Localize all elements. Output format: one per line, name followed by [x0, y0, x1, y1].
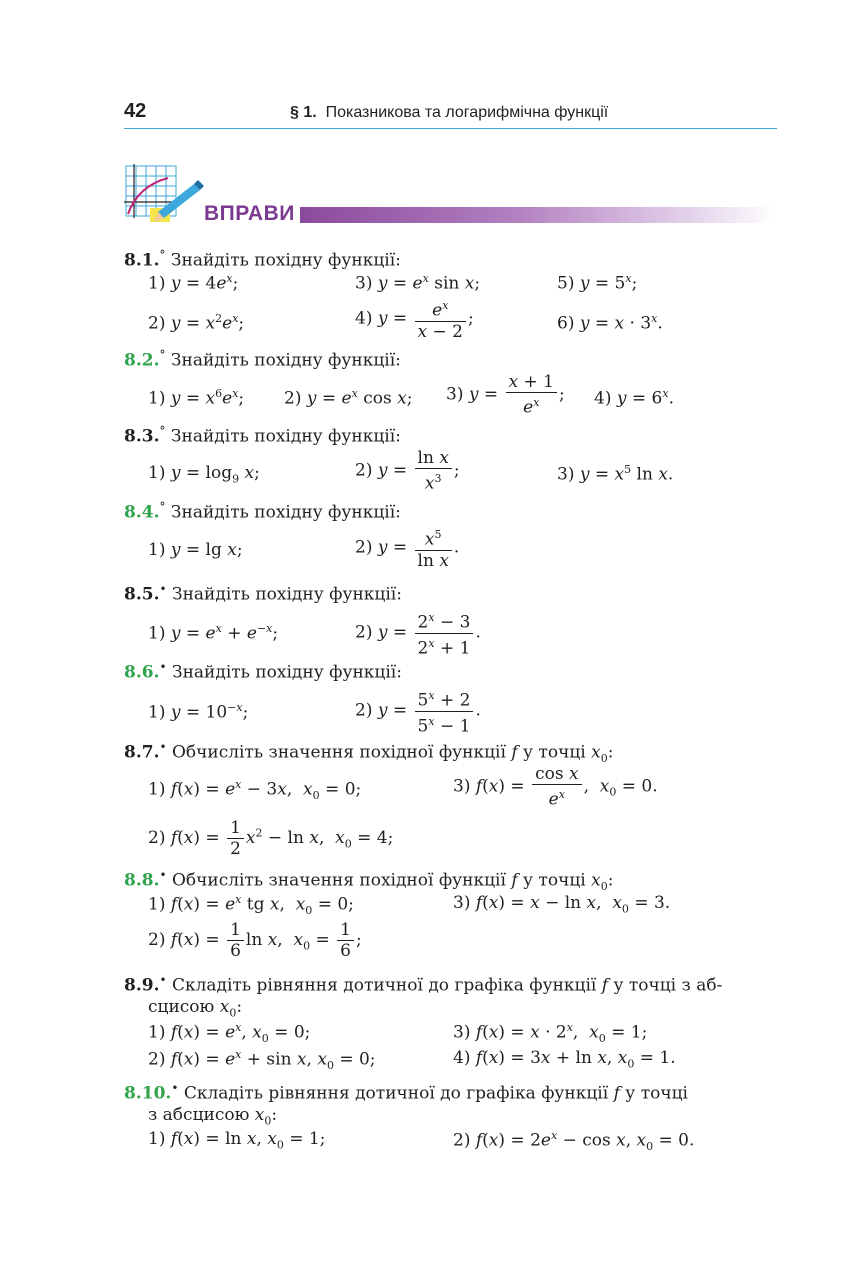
section-mark: § 1. — [290, 104, 317, 121]
item: 4) y = $\frac{e^x}{x - 2}$ ; — [355, 296, 474, 342]
item: 2) f(x) = $\frac{1}{6}$ ln x, $x_0$ = $\frac{1}{6}$ ; — [148, 920, 362, 961]
heading-bar — [300, 207, 776, 223]
difficulty-mark: ° — [159, 424, 166, 438]
item: 3) f(x) = x − ln x, $x_0 = 3$. — [453, 893, 671, 916]
exercise-8-9: 8.9.• Складіть рівняння дотичної до графіка функції f у точці з аб- — [124, 973, 723, 996]
difficulty-mark: ° — [159, 248, 166, 262]
prompt: Знайдіть похідну функції: — [170, 350, 401, 371]
difficulty-mark: • — [159, 660, 167, 674]
prompt: Знайдіть похідну функції: — [171, 584, 402, 605]
item: 2) $y = e^x$ cos x; — [284, 387, 413, 409]
difficulty-mark: • — [159, 868, 167, 882]
prompt-continuation: сцисою $x_0$: — [148, 997, 243, 1020]
item: 4) $y = 6^x$. — [594, 387, 674, 409]
difficulty-mark: • — [159, 582, 167, 596]
prompt: Знайдіть похідну функції: — [170, 426, 401, 447]
exercise-8-6 — [124, 660, 402, 683]
prompt: Знайдіть похідну функції: — [170, 250, 401, 271]
difficulty-mark: ° — [159, 348, 166, 362]
exercise-number: 8.3. — [124, 426, 160, 447]
item: 2) y = $\frac{2^x - 3}{2^x + 1}$ . — [355, 608, 481, 658]
exercise-8-10: 8.10.• Складіть рівняння дотичної до графіка функції f у точці — [124, 1081, 688, 1104]
exercise-number: 8.6. — [124, 662, 160, 683]
item: 3) y = $\frac{x + 1}{e^x}$ ; — [446, 372, 565, 418]
exercise-8-7: 8.7.• Обчисліть значення похідної функції f у точці $x_0$: — [124, 740, 614, 766]
exercise-8-2 — [124, 348, 401, 371]
item: 2) $y = x^2e^x$; — [148, 312, 245, 334]
item: 4) f(x) = 3x + ln x, $x_0 = 1$. — [453, 1048, 676, 1071]
exercise-8-3 — [124, 424, 401, 447]
exercise-8-4 — [124, 500, 401, 523]
page-number: 42 — [124, 100, 147, 122]
prompt: Обчисліть значення похідної функції — [171, 742, 506, 763]
exercise-number: 8.7. — [124, 742, 160, 763]
exercise-number: 8.4. — [124, 502, 160, 523]
prompt: Знайдіть похідну функції: — [170, 502, 401, 523]
exercise-number: 8.5. — [124, 584, 160, 605]
prompt: Складіть рівняння дотичної до графіка функції — [171, 975, 597, 996]
prompt: Обчисліть значення похідної функції — [171, 870, 506, 891]
exercise-number: 8.1. — [124, 250, 160, 271]
exercise-number: 8.8. — [124, 870, 160, 891]
item: 6) $y = x \cdot 3^x$. — [557, 312, 663, 334]
item: 3) $f(x) = x \cdot 2^x$, $x_0 = 1$; — [453, 1021, 648, 1046]
item: 2) f(x) = $\frac{1}{2}$ $x^2 - \ln x$, $x_0 = 4$; — [148, 818, 394, 859]
exercise-number: 8.2. — [124, 350, 160, 371]
prompt: Знайдіть похідну функції: — [171, 662, 402, 683]
exercise-number: 8.9. — [124, 975, 160, 996]
item: 2) $f(x) = 2e^x - \cos x$, $x_0 = 0$. — [453, 1129, 695, 1154]
exercises-heading: ВПРАВИ — [204, 202, 295, 225]
difficulty-mark: • — [171, 1081, 179, 1095]
item: 2) y = $\frac{x^5}{\text{ln x}}$ . — [355, 525, 459, 571]
exercise-8-8: 8.8.• Обчисліть значення похідної функції f у точці $x_0$: — [124, 868, 614, 894]
item: 3) $y = x^5$ ln x. — [557, 463, 674, 485]
item: 1) f(x) = ln x, $x_0 = 1$; — [148, 1129, 326, 1152]
item: 1) $f(x) = e^x - 3x$, $x_0 = 0$; — [148, 778, 362, 803]
item: 1) $y = x^6e^x$; — [148, 387, 245, 409]
difficulty-mark: • — [159, 973, 167, 987]
running-header — [290, 104, 608, 122]
exercise-number: 8.10. — [124, 1083, 172, 1104]
section-title: Показникова та логарифмічна функції — [325, 104, 609, 121]
item: 1) $y = 4e^x$; — [148, 272, 239, 294]
exercise-8-1 — [124, 248, 401, 271]
graph-pencil-icon — [124, 162, 204, 224]
difficulty-mark: ° — [159, 500, 166, 514]
item: 3) $y = e^x$ sin x; — [355, 272, 481, 294]
item: 2) y = $\frac{5^x + 2}{5^x - 1}$ . — [355, 686, 481, 736]
item: 3) f(x) = $\frac{\text{cos x}}{e^x}$ , $x_0 = 0$. — [453, 764, 658, 810]
item: 5) $y = 5^x$; — [557, 272, 638, 294]
item: 2) y = $\frac{\text{ln x}}{x^3}$ ; — [355, 448, 460, 494]
item: 1) $y = e^x + e^{-x}$; — [148, 622, 279, 644]
prompt-continuation: з абсцисою $x_0$: — [148, 1105, 278, 1128]
item: 1) $y = 10^{-x}$; — [148, 701, 249, 723]
item: 1) $f(x) = e^x$, $x_0 = 0$; — [148, 1021, 311, 1046]
item: 1) $f(x) = e^x$ tg x, $x_0 = 0$; — [148, 893, 354, 918]
prompt: Складіть рівняння дотичної до графіка функції — [183, 1083, 609, 1104]
exercise-8-5 — [124, 582, 402, 605]
difficulty-mark: • — [159, 740, 167, 754]
item: 1) y = lg x; — [148, 540, 243, 560]
header-rule — [124, 128, 777, 129]
item: 1) $y = \log_9 x$; — [148, 463, 260, 486]
item: 2) $f(x) = e^x + \sin x$, $x_0 = 0$; — [148, 1048, 376, 1073]
